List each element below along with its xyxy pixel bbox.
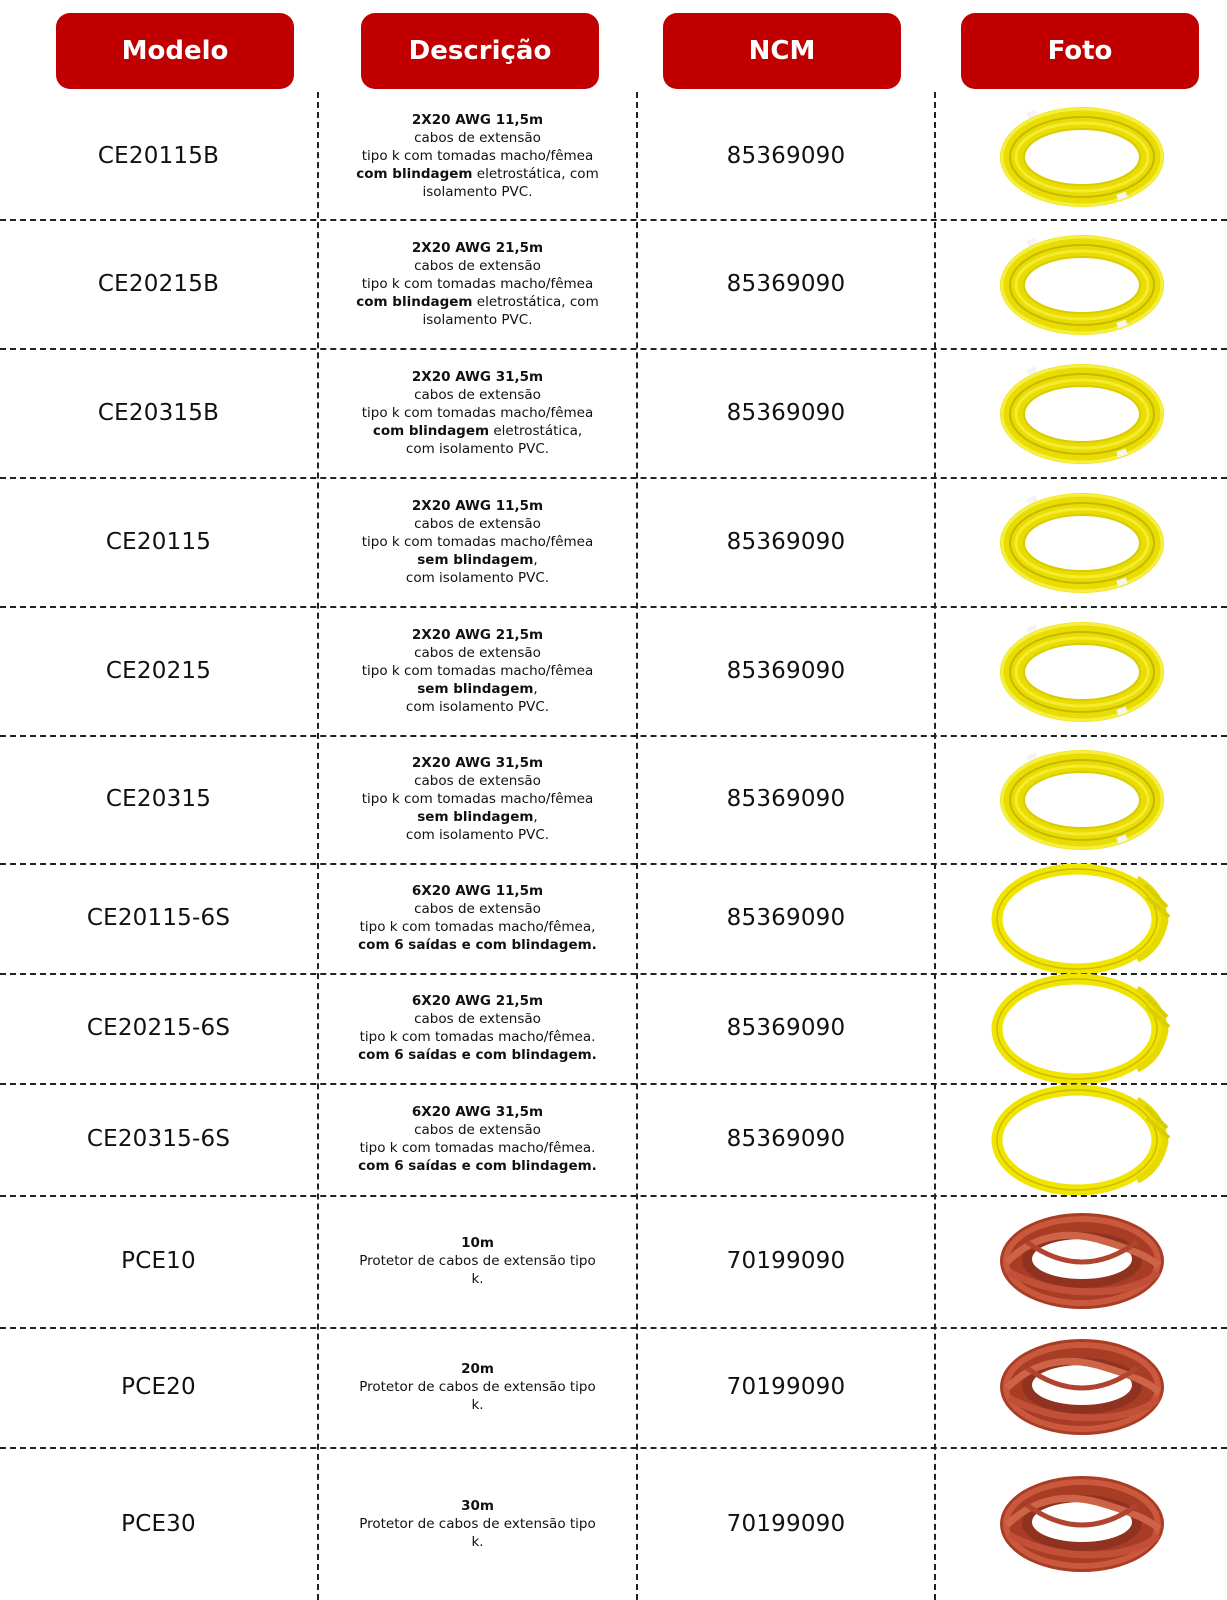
description-text: isolamento PVC.: [422, 311, 533, 328]
description-text: cabos de extensão: [414, 515, 541, 532]
description-line: [406, 440, 549, 458]
description-text: com isolamento PVC.: [405, 569, 550, 586]
description-bold-text: 2X20 AWG 21,5m: [411, 626, 544, 643]
description-text: ,: [533, 551, 538, 568]
description-text: cabos de extensão: [414, 773, 541, 789]
header-ncm: NCM: [663, 13, 901, 89]
model-code: CE20315-6S: [86, 1126, 231, 1152]
description-text: k.: [471, 1271, 484, 1287]
description: [319, 477, 636, 606]
description-line: [414, 515, 541, 533]
description-line: [362, 404, 594, 422]
description: [319, 1195, 636, 1327]
description-bold-text: 10m: [461, 1235, 494, 1251]
red-protector-coil-icon: [936, 1327, 1227, 1447]
description-text: tipo k com tomadas macho/fêmea: [361, 404, 594, 421]
description-bold-text: 2X20 AWG 31,5m: [411, 368, 544, 385]
model-code: CE20315B: [97, 399, 220, 426]
description-bold-text: sem blindagem: [417, 809, 534, 825]
model-code: CE20115B: [97, 142, 220, 169]
description-line: [461, 1497, 494, 1515]
description-text: eletrostática, com: [472, 165, 599, 182]
description-line: [356, 293, 598, 311]
description-text: k.: [471, 1397, 484, 1413]
ncm-code: 85369090: [726, 528, 846, 555]
ncm-code: 70199090: [726, 1374, 846, 1400]
description-line: [412, 239, 543, 257]
description-line: [412, 626, 543, 644]
description-line: [412, 754, 543, 772]
description-line: [358, 936, 597, 954]
description-bold-text: com blindagem: [372, 422, 490, 439]
description-text: tipo k com tomadas macho/fêmea.: [359, 1140, 596, 1156]
ncm-code: 85369090: [726, 905, 846, 931]
description-line: [414, 900, 541, 918]
description-bold-text: 2X20 AWG 31,5m: [411, 755, 544, 771]
ncm-code: 85369090: [726, 786, 846, 812]
description-line: [359, 1252, 596, 1270]
description-bold-text: sem blindagem: [417, 551, 534, 568]
description-text: eletrostática, com: [472, 293, 599, 310]
description-bold-text: 2X20 AWG 11,5m: [411, 111, 544, 128]
model-code: PCE20: [121, 1374, 196, 1400]
description-line: [414, 1121, 541, 1139]
description-line: [414, 772, 541, 790]
description: [319, 973, 636, 1083]
description-line: [417, 808, 537, 826]
yellow-cable-coil-icon: [936, 348, 1227, 477]
yellow-cable-coil-icon: [936, 606, 1227, 735]
description-line: [414, 129, 541, 147]
ncm-code: 70199090: [726, 1510, 846, 1537]
ncm-code: 85369090: [726, 270, 846, 297]
description-bold-text: com 6 saídas e com blindagem.: [358, 937, 597, 953]
description-line: [414, 386, 541, 404]
header-modelo: Modelo: [56, 13, 294, 89]
model-code: CE20115-6S: [86, 905, 231, 931]
description-text: eletrostática,: [489, 422, 583, 439]
description-line: [471, 1533, 483, 1551]
yellow-multi-cable-icon: [936, 973, 1227, 1083]
description-line: [414, 1010, 541, 1028]
description-bold-text: com 6 saídas e com blindagem.: [358, 1047, 597, 1063]
model-code: CE20115: [105, 528, 212, 555]
description: [319, 219, 636, 348]
ncm-code: 85369090: [726, 657, 846, 684]
description-bold-text: com blindagem: [356, 165, 473, 182]
description: [319, 92, 636, 219]
description-text: cabos de extensão: [414, 1122, 541, 1138]
description-text: com isolamento PVC.: [405, 698, 550, 715]
description-line: [471, 1270, 483, 1288]
description-line: [406, 826, 549, 844]
description-line: [412, 992, 543, 1010]
description-text: ,: [533, 809, 538, 825]
description-text: isolamento PVC.: [422, 183, 533, 200]
description-bold-text: com 6 saídas e com blindagem.: [358, 1158, 597, 1174]
description-line: [471, 1396, 483, 1414]
description: [319, 1447, 636, 1600]
description-text: ,: [533, 680, 538, 697]
description-line: [362, 662, 594, 680]
description-line: [362, 275, 594, 293]
header-foto: Foto: [961, 13, 1199, 89]
description-text: cabos de extensão: [414, 1011, 541, 1027]
description: [319, 1083, 636, 1195]
description-line: [417, 551, 537, 569]
description-line: [360, 918, 596, 936]
description-line: [414, 257, 541, 275]
model-code: CE20215-6S: [86, 1015, 231, 1041]
description-line: [359, 1378, 596, 1396]
yellow-cable-coil-icon: [936, 735, 1227, 863]
description-line: [414, 644, 541, 662]
description-line: [417, 680, 537, 698]
description-line: [412, 368, 543, 386]
description-text: cabos de extensão: [414, 644, 541, 661]
description-text: tipo k com tomadas macho/fêmea: [361, 791, 594, 807]
description-line: [362, 533, 594, 551]
description-text: tipo k com tomadas macho/fêmea.: [359, 1029, 596, 1045]
description-line: [422, 183, 532, 201]
description-bold-text: com blindagem: [356, 293, 473, 310]
description-bold-text: 6X20 AWG 11,5m: [411, 883, 544, 899]
ncm-code: 85369090: [726, 1126, 846, 1152]
description-text: Protetor de cabos de extensão tipo: [359, 1253, 596, 1269]
yellow-cable-coil-icon: [936, 219, 1227, 348]
yellow-multi-cable-icon: [936, 863, 1227, 973]
description-line: [360, 1139, 596, 1157]
description-line: [412, 882, 543, 900]
model-code: CE20315: [105, 786, 212, 812]
description-text: cabos de extensão: [414, 901, 541, 917]
red-protector-coil-icon: [936, 1195, 1227, 1327]
description-line: [406, 698, 549, 716]
description-line: [422, 311, 532, 329]
description-text: com isolamento PVC.: [405, 440, 550, 457]
description-line: [412, 497, 543, 515]
yellow-cable-coil-icon: [936, 477, 1227, 606]
description: [319, 606, 636, 735]
description-line: [356, 165, 598, 183]
ncm-code: 85369090: [726, 1015, 846, 1041]
description-text: cabos de extensão: [414, 386, 541, 403]
description-line: [359, 1515, 596, 1533]
ncm-code: 85369090: [726, 142, 846, 169]
description-text: Protetor de cabos de extensão tipo: [359, 1379, 596, 1395]
description-line: [362, 147, 594, 165]
description-text: cabos de extensão: [414, 257, 541, 274]
description-line: [461, 1360, 494, 1378]
description-line: [358, 1046, 597, 1064]
description-line: [412, 1103, 543, 1121]
description: [319, 1327, 636, 1447]
model-code: CE20215B: [97, 270, 220, 297]
model-code: PCE10: [121, 1248, 196, 1274]
description-bold-text: 6X20 AWG 21,5m: [411, 993, 544, 1009]
description-text: Protetor de cabos de extensão tipo: [359, 1515, 596, 1532]
description-line: [373, 422, 582, 440]
description-text: tipo k com tomadas macho/fêmea: [361, 533, 594, 550]
description: [319, 348, 636, 477]
description-text: tipo k com tomadas macho/fêmea,: [359, 919, 596, 935]
red-protector-coil-icon: [936, 1447, 1227, 1600]
model-code: CE20215: [105, 657, 212, 684]
yellow-multi-cable-icon: [936, 1083, 1227, 1195]
description-line: [461, 1234, 494, 1252]
description-bold-text: 2X20 AWG 21,5m: [411, 239, 544, 256]
description-line: [362, 790, 594, 808]
description-bold-text: 2X20 AWG 11,5m: [411, 497, 544, 514]
description-line: [360, 1028, 596, 1046]
description-bold-text: 30m: [461, 1497, 494, 1514]
description-line: [358, 1157, 597, 1175]
description-bold-text: sem blindagem: [417, 680, 534, 697]
description: [319, 863, 636, 973]
description-line: [412, 111, 543, 129]
description-text: tipo k com tomadas macho/fêmea: [361, 662, 594, 679]
description-bold-text: 6X20 AWG 31,5m: [411, 1104, 544, 1120]
ncm-code: 70199090: [726, 1248, 846, 1274]
description-bold-text: 20m: [461, 1361, 494, 1377]
description-text: cabos de extensão: [414, 129, 541, 146]
header-descricao: Descrição: [361, 13, 599, 89]
description-text: com isolamento PVC.: [405, 827, 550, 843]
description-text: k.: [471, 1533, 484, 1550]
ncm-code: 85369090: [726, 399, 846, 426]
model-code: PCE30: [121, 1510, 196, 1537]
description: [319, 735, 636, 863]
yellow-cable-coil-icon: [936, 92, 1227, 219]
description-text: tipo k com tomadas macho/fêmea: [361, 275, 594, 292]
description-text: tipo k com tomadas macho/fêmea: [361, 147, 594, 164]
description-line: [406, 569, 549, 587]
